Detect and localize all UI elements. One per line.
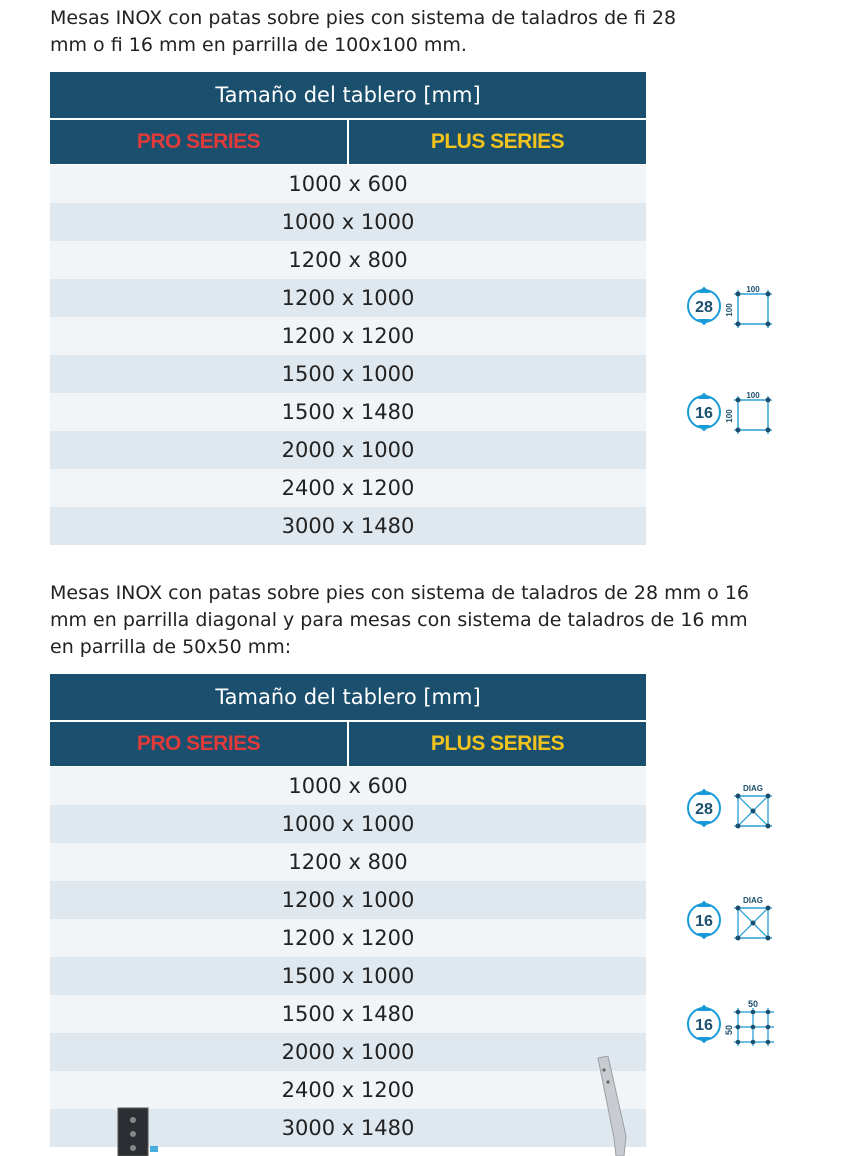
grid-top-label: 100 bbox=[746, 391, 760, 400]
plus-series-label: PLUS SERIES bbox=[349, 722, 646, 766]
pro-series-label: PRO SERIES bbox=[50, 120, 347, 164]
pro-series-label: PRO SERIES bbox=[50, 722, 347, 766]
table-row: 1000 x 600 bbox=[50, 767, 646, 805]
diameter-label: 28 bbox=[695, 801, 713, 818]
intro-line: en parrilla de 50x50 mm: bbox=[50, 636, 292, 658]
grid-top-label: 100 bbox=[746, 285, 760, 294]
intro-paragraph-1 bbox=[50, 5, 810, 59]
grid-side-label: 50 bbox=[724, 1024, 734, 1036]
table-row: 2400 x 1200 bbox=[50, 1071, 646, 1109]
size-table-1 bbox=[50, 72, 646, 545]
table-body bbox=[50, 767, 646, 1147]
diameter-label: 16 bbox=[695, 1017, 713, 1034]
diameter-label: 28 bbox=[695, 299, 713, 316]
series-header bbox=[50, 120, 646, 164]
table-row: 1500 x 1000 bbox=[50, 355, 646, 393]
intro-line: Mesas INOX con patas sobre pies con sistema de taladros de 28 mm o 16 bbox=[50, 582, 750, 604]
table-row: 1000 x 600 bbox=[50, 165, 646, 203]
table-row: 1200 x 1200 bbox=[50, 919, 646, 957]
table-row: 1200 x 1000 bbox=[50, 881, 646, 919]
plus-series-label: PLUS SERIES bbox=[349, 120, 646, 164]
table-title: Tamaño del tablero [mm] bbox=[50, 72, 646, 118]
diag-label: DIAG bbox=[743, 784, 763, 793]
intro-paragraph-2 bbox=[50, 580, 810, 661]
series-header bbox=[50, 722, 646, 766]
intro-line: Mesas INOX con patas sobre pies con sistema de taladros de fi 28 bbox=[50, 7, 677, 29]
diag-label: DIAG bbox=[743, 896, 763, 905]
table-row: 1500 x 1480 bbox=[50, 393, 646, 431]
28-diag-icon bbox=[686, 782, 778, 832]
table-row: 1200 x 800 bbox=[50, 843, 646, 881]
table-row: 1200 x 1000 bbox=[50, 279, 646, 317]
intro-line: mm en parrilla diagonal y para mesas con sistema de taladros de 16 mm bbox=[50, 609, 748, 631]
table-row: 1000 x 1000 bbox=[50, 203, 646, 241]
diameter-label: 16 bbox=[695, 405, 713, 422]
table-row: 1500 x 1480 bbox=[50, 995, 646, 1033]
table-row: 1200 x 1200 bbox=[50, 317, 646, 355]
table-leg-photo bbox=[590, 1056, 640, 1156]
16-grid-100-icon bbox=[686, 390, 778, 438]
28-grid-100-icon bbox=[686, 284, 778, 332]
table-row: 1500 x 1000 bbox=[50, 957, 646, 995]
16-grid-50-icon bbox=[686, 998, 778, 1050]
table-row: 3000 x 1480 bbox=[50, 1109, 646, 1147]
grid-top-label: 50 bbox=[747, 999, 759, 1009]
diameter-label: 16 bbox=[695, 913, 713, 930]
table-body bbox=[50, 165, 646, 545]
table-row: 2000 x 1000 bbox=[50, 1033, 646, 1071]
grid-side-label: 100 bbox=[725, 409, 734, 423]
table-row: 2000 x 1000 bbox=[50, 431, 646, 469]
table-row: 3000 x 1480 bbox=[50, 507, 646, 545]
size-table-2 bbox=[50, 674, 646, 1147]
grid-side-label: 100 bbox=[725, 303, 734, 317]
table-title: Tamaño del tablero [mm] bbox=[50, 674, 646, 720]
16-diag-icon bbox=[686, 894, 778, 944]
table-leg-photo bbox=[110, 1106, 170, 1156]
table-row: 2400 x 1200 bbox=[50, 469, 646, 507]
table-row: 1200 x 800 bbox=[50, 241, 646, 279]
intro-line: mm o fi 16 mm en parrilla de 100x100 mm. bbox=[50, 34, 467, 56]
table-row: 1000 x 1000 bbox=[50, 805, 646, 843]
